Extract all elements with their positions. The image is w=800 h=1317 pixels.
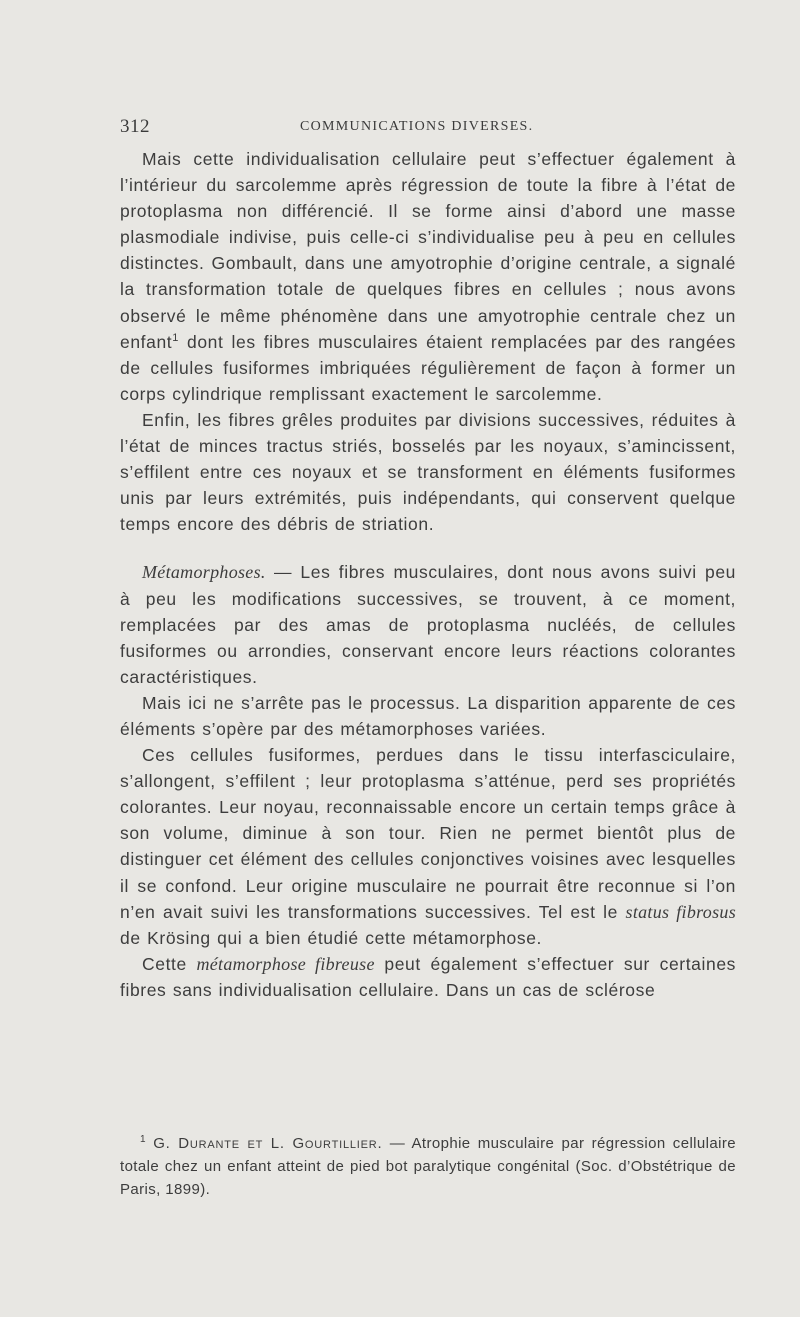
paragraph-4: Mais ici ne s’arrête pas le processus. La disparition apparente de ces éléments s’opère par des métamorphoses variées.	[120, 692, 736, 739]
section-heading-metamorphoses: Métamorphoses.	[142, 562, 266, 583]
paragraph-6-text-b: peut également s’effectuer sur certaines fibres sans individualisation cellulaire. Dans un cas de sclérose	[120, 953, 737, 1000]
running-head: COMMUNICATIONS DIVERSES.	[300, 119, 534, 134]
footnote-text: — Atrophie musculaire par régression cellulaire totale chez un enfant atteint de pied bot paralytique congénital (Soc. d’Obstétrique de Paris, 1899).	[120, 1135, 736, 1198]
paragraph-6	[120, 951, 736, 1003]
footnote-1	[120, 1128, 736, 1201]
italic-status-fibrosus: status fibrosus	[625, 901, 736, 922]
footnote-reference: 1	[172, 331, 179, 344]
footnote-marker: 1	[140, 1134, 146, 1145]
page-number: 312	[120, 116, 150, 137]
paragraph-5	[120, 742, 736, 951]
paragraph-3	[120, 559, 736, 689]
italic-metamorphose-fibreuse: métamorphose fibreuse	[196, 953, 375, 974]
body-text	[120, 146, 736, 1003]
paragraph-6-text-a: Cette	[142, 953, 197, 974]
footnote	[120, 1128, 736, 1201]
footnote-authors: G. Durante et L. Gourtillier.	[153, 1135, 383, 1152]
paragraph-2: Enfin, les fibres grêles produites par divisions successives, réduites à l’état de minces tractus striés, bosselés par les noyaux, s’amincissent, s’effilent entre ces noyaux et se transforment en éléments fusiformes unis par leurs extrémités, puis indépendants, qui conservent quelque temps encore des débris de striation.	[120, 409, 736, 535]
paragraph-5-text-a: Ces cellules fusiformes, perdues dans le tissu interfasciculaire, s’allongent, s’effilent ; leur protoplasma s’atténue, perd ses propriétés colorantes. Leur noyau, reconnaissable encore un certain temps grâce à son volume, diminue à son tour. Rien ne permet bientôt plus de distinguer cet élément des cellules conjonctives voisines avec lesquelles il se confond. Leur origine musculaire ne pourrait être reconnue si l’on n’en avait suivi les transformations successives. Tel est le	[120, 745, 736, 922]
paragraph-3-text: — Les fibres musculaires, dont nous avons suivi peu à peu les modifications successives, se trouvent, à ce moment, remplacées par des amas de protoplasma nucléés, de cellules fusiformes ou arrondies, conservant encore leurs réactions colorantes caractéristiques.	[120, 562, 736, 687]
page-header	[120, 116, 734, 138]
paragraph-1	[120, 146, 736, 407]
paragraph-5-text-b: de Krösing qui a bien étudié cette métamorphose.	[120, 927, 543, 948]
paragraph-1-text-a: Mais cette individualisation cellulaire peut s’effectuer également à l’intérieur du sarcolemme après régression de toute la fibre à l’état de protoplasma non différencié. Il se forme ainsi d’abord une masse plasmodiale indivise, puis celle-ci s’individualise peu à peu en cellules distinctes. Gombault, dans une amyotrophie d’origine centrale, a signalé la transformation totale de quelques fibres en cellules ; nous avons observé le même phénomène dans une amyotrophie centrale chez un enfant	[120, 149, 736, 352]
paragraph-1-text-b: dont les fibres musculaires étaient remplacées par des rangées de cellules fusiformes imbriquées régulièrement de façon à former un corps cylindrique remplissant exactement le sarcolemme.	[120, 331, 736, 404]
